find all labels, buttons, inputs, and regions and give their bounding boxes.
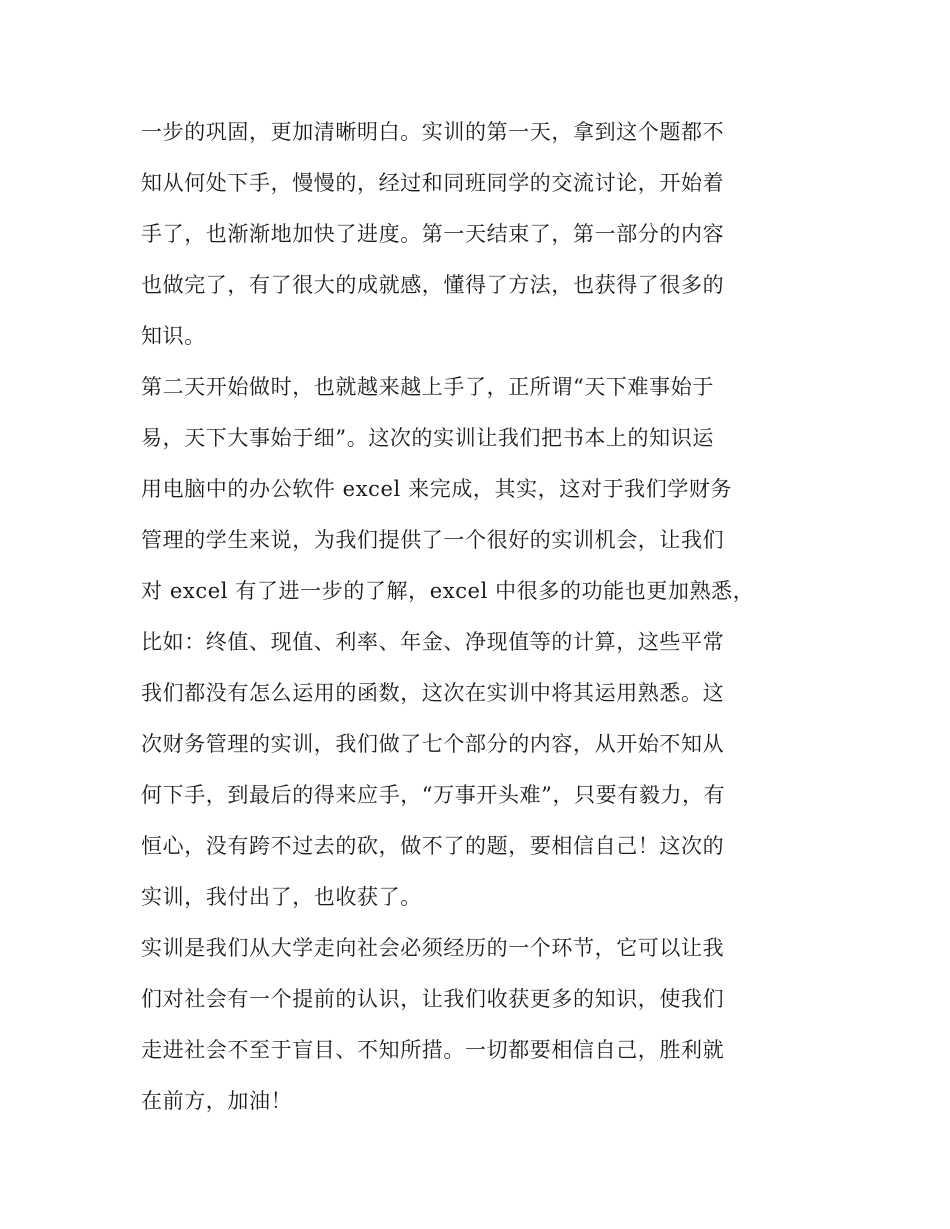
paragraph-3 <box>141 928 811 1132</box>
text-line: 走进社会不至于盲目、不知所措。一切都要相信自己，胜利就 <box>141 1038 725 1062</box>
text-line: 第二天开始做时，也就越来越上手了，正所谓“天下难事始于 <box>141 375 714 399</box>
text-line: 何下手，到最后的得来应手，“万事开头难”，只要有毅力，有 <box>141 783 726 807</box>
text-line: 我们都没有怎么运用的函数，这次在实训中将其运用熟悉。这 <box>141 681 725 705</box>
paragraph-2 <box>141 367 811 928</box>
text-line: 实训是我们从大学走向社会必须经历的一个环节，它可以让我 <box>141 936 725 960</box>
text-line: 们对社会有一个提前的认识，让我们收获更多的知识，使我们 <box>141 987 725 1011</box>
text-line: 也做完了，有了很大的成就感，懂得了方法，也获得了很多的 <box>141 273 725 297</box>
text-line: 比如：终值、现值、利率、年金、净现值等的计算，这些平常 <box>141 630 725 654</box>
text-line: 手了，也渐渐地加快了进度。第一天结束了，第一部分的内容 <box>141 222 725 246</box>
body-text <box>141 112 811 1132</box>
text-line: 次财务管理的实训，我们做了七个部分的内容，从开始不知从 <box>141 732 725 756</box>
text-line: 在前方，加油！ <box>141 1089 293 1113</box>
text-line: 对 excel 有了进一步的了解，excel 中很多的功能也更加熟悉， <box>141 579 755 603</box>
text-line: 管理的学生来说，为我们提供了一个很好的实训机会，让我们 <box>141 528 725 552</box>
text-line: 恒心，没有跨不过去的砍，做不了的题，要相信自己！这次的 <box>141 834 725 858</box>
text-line: 知识。 <box>141 324 206 348</box>
text-line: 用电脑中的办公软件 excel 来完成，其实，这对于我们学财务 <box>141 477 733 501</box>
text-line: 易，天下大事始于细”。这次的实训让我们把书本上的知识运 <box>141 426 714 450</box>
text-line: 一步的巩固，更加清晰明白。实训的第一天，拿到这个题都不 <box>141 120 725 144</box>
text-line: 知从何处下手，慢慢的，经过和同班同学的交流讨论，开始着 <box>141 171 725 195</box>
paragraph-1 <box>141 112 811 367</box>
text-line: 实训，我付出了，也收获了。 <box>141 885 422 909</box>
